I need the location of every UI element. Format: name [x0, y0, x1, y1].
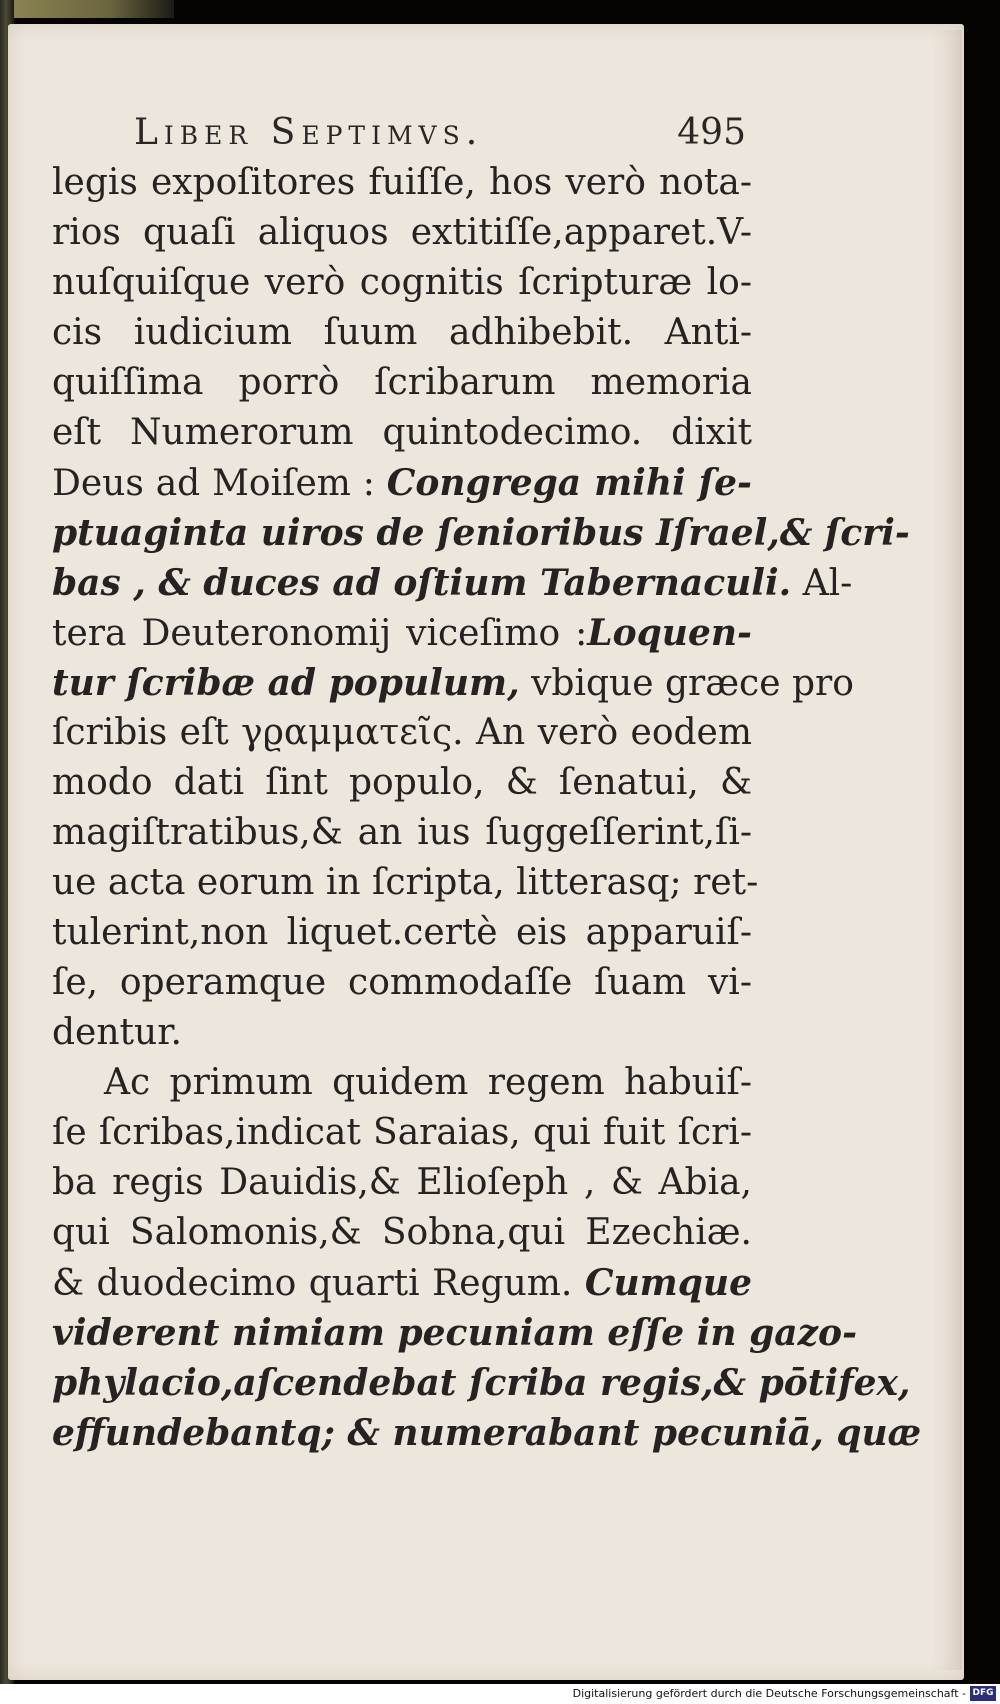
paragraph-2: [52, 1058, 922, 1458]
text-line: [52, 358, 752, 408]
italic-text-run: effundebantq; & numerabant pecuniā, quæ: [52, 1412, 922, 1454]
text-run: Ac primum quidem regem habuiſ-: [104, 1062, 752, 1103]
text-line: [52, 308, 752, 358]
text-line: [52, 558, 853, 608]
text-run: qui Salomonis,& Sobna,qui Ezechiæ.: [52, 1212, 752, 1253]
italic-text-run: viderent nimiam pecuniam eſſe in gazo-: [52, 1312, 858, 1354]
text-line: [52, 858, 759, 908]
italic-text-run: Congrega mihi ſe-: [386, 462, 752, 504]
text-run: vbique græce pro: [519, 663, 854, 704]
text-run: eſt Numerorum quintodecimo. dixit: [52, 412, 752, 453]
text-line: [52, 958, 752, 1008]
book-page: [8, 24, 964, 1680]
running-head-title: Liber Septimvs.: [134, 112, 484, 153]
text-run: Al-: [791, 563, 853, 604]
text-line: [52, 658, 854, 708]
text-run: legis expoſitores fuiſſe, hos verò nota-: [52, 162, 752, 203]
text-run: nuſquiſque verò cognitis ſcripturæ lo-: [52, 262, 752, 303]
italic-text-run: Loquen-: [587, 612, 752, 654]
text-line: [52, 1008, 752, 1058]
text-line: [52, 258, 752, 308]
text-run: dentur.: [52, 1012, 182, 1053]
text-block: [52, 108, 922, 1458]
text-line: [52, 1258, 752, 1308]
text-run: & duodecimo quarti Regum.: [52, 1263, 585, 1304]
text-line: [52, 1158, 752, 1208]
text-line: [52, 408, 752, 458]
text-line: [52, 1108, 752, 1158]
italic-text-run: ptuaginta uiros de ſenioribus Iſrael,& ſcri-: [52, 512, 910, 554]
italic-text-run: Cumque: [584, 1262, 752, 1304]
italic-text-run: tur ſcribæ ad populum,: [52, 662, 520, 704]
text-line: [52, 608, 752, 658]
text-run: modo dati ſint populo, & ſenatui, &: [52, 762, 752, 803]
page-number: 495: [677, 112, 746, 153]
footer-credit: Digitalisierung gefördert durch die Deutsche Forschungsgemeinschaft -: [572, 1687, 966, 1700]
paragraph-1: [52, 158, 910, 1058]
italic-text-run: bas , & duces ad oſtium Tabernaculi.: [52, 562, 792, 604]
text-run: ſcribis eſt γϱαμματεῖς. An verò eodem: [52, 712, 752, 753]
text-run: ba regis Dauidis,& Elioſeph , & Abia,: [52, 1162, 752, 1203]
text-line: [52, 708, 752, 758]
italic-text-run: phylacio,aſcendebat ſcriba regis,& pōtifex,: [52, 1362, 911, 1404]
text-line: [52, 758, 752, 808]
text-run: rios quaſi aliquos extitiſſe,apparet.V-: [52, 212, 752, 253]
text-line: [52, 1408, 922, 1458]
footer-strip: [0, 1684, 1000, 1704]
text-run: ue acta eorum in ſcripta, litterasq; ret-: [52, 862, 759, 903]
text-run: tera Deuteronomij viceſimo :: [52, 613, 588, 654]
text-line: [52, 1208, 752, 1258]
text-line: [52, 208, 752, 258]
text-run: Deus ad Moiſem :: [52, 463, 387, 504]
text-line: [52, 158, 752, 208]
running-head: [52, 108, 752, 158]
text-line: [52, 1358, 911, 1408]
page-right-shadow: [932, 30, 962, 1670]
book-spine-top: [14, 0, 174, 18]
dfg-logo: DFG: [970, 1686, 996, 1701]
text-line: [52, 1058, 752, 1108]
text-line: [52, 458, 752, 508]
text-line: [52, 808, 752, 858]
text-line: [52, 508, 910, 558]
text-run: ſe, operamque commodaſſe ſuam vi-: [52, 962, 752, 1003]
text-run: cis iudicium ſuum adhibebit. Anti-: [52, 312, 752, 353]
text-line: [52, 908, 752, 958]
text-run: quiſſima porrò ſcribarum memoria: [52, 362, 752, 403]
text-run: ſe ſcribas,indicat Saraias, qui fuit ſcri-: [52, 1112, 752, 1153]
text-run: magiſtratibus,& an ius ſuggeſſerint,ſi-: [52, 812, 752, 853]
text-run: tulerint,non liquet.certè eis apparuiſ-: [52, 912, 752, 953]
text-line: [52, 1308, 858, 1358]
